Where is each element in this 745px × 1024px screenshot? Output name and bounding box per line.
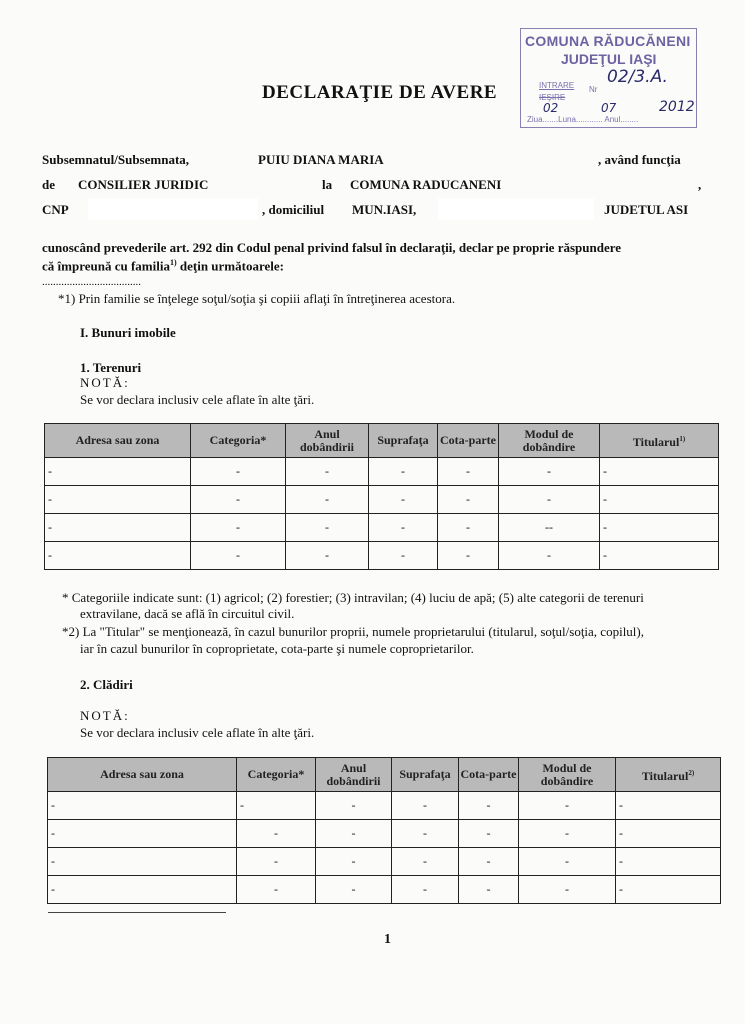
th-suprafata: Suprafaţa	[392, 758, 459, 792]
functia-value: CONSILIER JURIDIC	[78, 177, 209, 192]
note-categorii: * Categoriile indicate sunt: (1) agricol; (2) forestier; (3) intravilan; (4) luciu de apă; (5) alte categorii de terenuri	[62, 590, 644, 605]
note-titular: *2) La "Titular" se menţionează, în cazul bunurilor proprii, numele proprietarului (titularul, soţul/soţia, copilul),	[62, 624, 644, 639]
table-row: - - - - - - -	[45, 542, 719, 570]
stamp-intrare: INTRARE	[539, 81, 575, 90]
stamp-iesire: IEŞIRE	[539, 93, 566, 102]
page-number: 1	[384, 932, 391, 947]
declaration-line1: cunoscând prevederile art. 292 din Codul penal privind falsul în declaraţii, declar pe proprie răspundere	[42, 240, 622, 255]
th-adresa: Adresa sau zona	[45, 424, 191, 458]
th-anul: Anul dobândirii	[316, 758, 392, 792]
section-bunuri-imobile: I. Bunuri imobile	[80, 325, 176, 340]
table-row: - - - - - -- -	[45, 514, 719, 542]
table-row: - - - - - - -	[45, 458, 719, 486]
th-adresa: Adresa sau zona	[48, 758, 237, 792]
table-row: - - - - - - -	[48, 876, 721, 904]
nota-text-2: Se vor declara inclusiv cele aflate în alte ţări.	[80, 725, 315, 740]
cladiri-table	[47, 757, 721, 904]
cnp-redaction	[88, 198, 258, 220]
address-redaction	[438, 198, 594, 220]
footnote-family: *1) Prin familie se înţelege soţul/soţia şi copiii aflaţi în întreţinerea acestora.	[58, 291, 456, 306]
nota-text-1: Se vor declara inclusiv cele aflate în alte ţări.	[80, 392, 315, 407]
stamp-anul: 2012	[659, 99, 695, 115]
th-anul: Anul dobândirii	[286, 424, 369, 458]
note-categorii-2: extravilane, dacă se află în circuitul civil.	[80, 606, 295, 621]
comma: ,	[698, 177, 702, 192]
th-titularul: Titularul$^{2)}$	[616, 758, 721, 792]
avand-functia-label: , având funcţia	[598, 152, 681, 167]
th-suprafata: Suprafaţa	[369, 424, 438, 458]
cnp-label: CNP	[42, 202, 69, 217]
table-row: - - - - - - -	[48, 820, 721, 848]
table-row: - - - - - - -	[48, 848, 721, 876]
footnote-divider	[48, 912, 226, 913]
nota-label-2: NOTĂ:	[80, 708, 130, 723]
th-cota: Cota-parte	[459, 758, 519, 792]
declaration-line2: că împreună cu familia$^{1)}$ deţin următoarele:	[42, 258, 284, 274]
institutia-value: COMUNA RADUCANENI	[350, 177, 502, 192]
th-cota: Cota-parte	[438, 424, 499, 458]
table-row: - - - - - - -	[48, 792, 721, 820]
de-label: de	[42, 177, 55, 192]
subsemnatul-label: Subsemnatul/Subsemnata,	[42, 152, 190, 167]
stamp-date-labels: Ziua.......Luna............ Anul........	[527, 115, 639, 124]
nota-label-1: NOTĂ:	[80, 375, 130, 390]
judet-value: JUDETUL ASI	[604, 202, 689, 217]
domiciliul-label: , domiciliul	[262, 202, 325, 217]
subsection-terenuri: 1. Terenuri	[80, 360, 142, 375]
th-categoria: Categoria*	[237, 758, 316, 792]
subsection-cladiri: 2. Clădiri	[80, 677, 133, 692]
stamp-ziua: 02	[543, 101, 559, 115]
declarant-name: PUIU DIANA MARIA	[258, 152, 384, 167]
table-row: - - - - - - -	[45, 486, 719, 514]
stamp-line1: COMUNA RĂDUCĂNENI	[525, 33, 691, 49]
note-titular-2: iar în cazul bunurilor în coproprietate, cota-parte şi numele coproprietarilor.	[80, 641, 474, 656]
th-titularul: Titularul$^{1)}$	[600, 424, 719, 458]
th-categoria: Categoria*	[191, 424, 286, 458]
stamp-nr-value: 02/3.A.	[607, 67, 668, 87]
th-modul: Modul de dobândire	[519, 758, 616, 792]
page-title: DECLARAŢIE DE AVERE	[262, 82, 498, 103]
stamp-nr-label: Nr	[589, 85, 598, 94]
la-label: la	[322, 177, 333, 192]
stamp-luna: 07	[601, 101, 617, 115]
registration-stamp	[520, 28, 697, 128]
oras-value: MUN.IASI,	[352, 202, 417, 217]
declaration-dots: ....................................	[42, 276, 141, 288]
terenuri-table	[44, 423, 719, 570]
stamp-line2: JUDEŢUL IAŞI	[561, 51, 657, 67]
th-modul: Modul de dobândire	[499, 424, 600, 458]
